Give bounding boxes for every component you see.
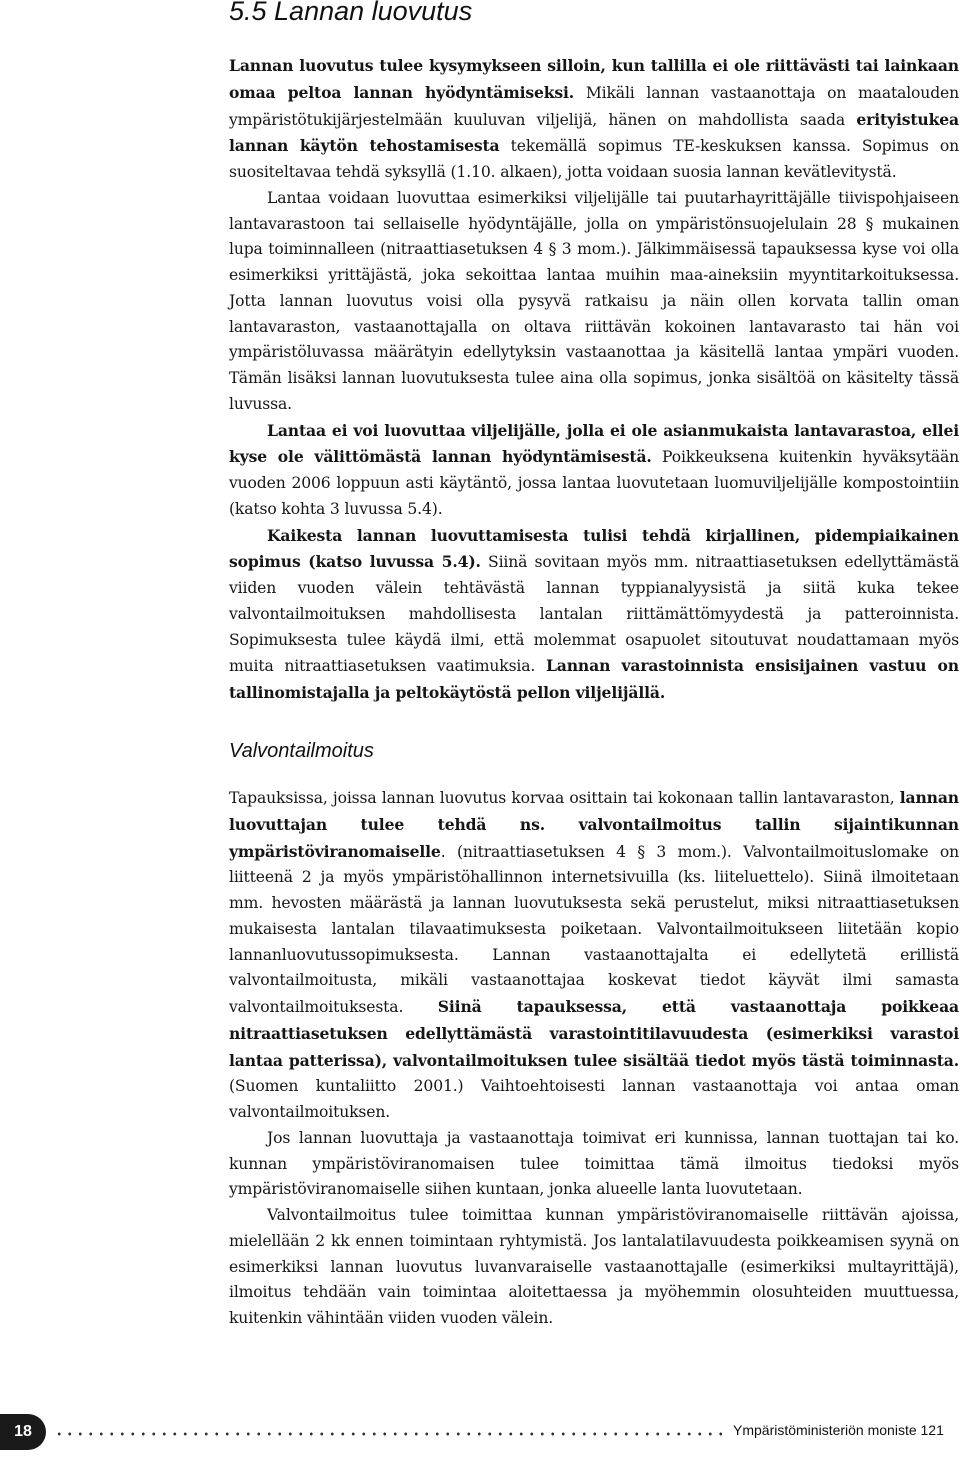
footer-dotted-rule [54,1432,724,1436]
bold-text-run: Kaikesta lannan luovuttamisesta tulisi tehdä kirjallinen, pidempiaikainen sopimus (katso luvussa 5.4). [229,525,959,572]
text-run: Poikkeuksena kuitenkin hyväksytään vuoden 2006 loppuun asti käytäntö, jossa lantaa luovutetaan luomuviljelijälle kompostointiin (katso kohta 3 luvussa 5.4). [229,448,960,518]
publication-name: Ympäristöministeriön moniste 121 [733,1422,944,1438]
bold-text-run: Siinä tapauksessa, että vastaanottaja poikkeaa nitraattiasetuksen edellyttämästä varastointitilavuudesta (esimerkiksi varastoi lantaa patterissa), valvontailmoituksen tulee sisältää tiedot myös tästä toiminnasta. [229,997,959,1070]
text-run: Jos lannan luovuttaja ja vastaanottaja toimivat eri kunnissa, lannan tuottajan tai ko. kunnan ympäristöviranomaisen tulee toimittaa tämä ilmoitus tiedoksi myös ympäristöviranomaiselle siihen kuntaan, jonka alueelle lanta luovutetaan. [229,1128,959,1199]
paragraph [229,186,959,418]
valvontailmoitus-section [229,785,959,1332]
sub-heading: Valvontailmoitus [229,740,374,762]
bold-text-run: Lannan luovutus tulee kysymykseen silloin, kun tallilla ei ole riittävästi tai lainkaan omaa peltoa lannan hyödyntämiseksi. [229,56,959,102]
paragraph [229,785,959,1126]
bold-text-run: erityistukea lannan käytön tehostamisesta [229,109,959,156]
lannan-luovutus-section [229,53,959,707]
paragraph [229,1203,959,1332]
bold-text-run: lannan luovuttajan tulee tehdä ns. valvontailmoitus tallin sijaintikunnan ympäristöviranomaiselle [229,788,959,861]
text-run: (Suomen kuntaliitto 2001.) Vaihtoehtoisesti lannan vastaanottaja voi antaa oman valvontailmoituksen. [229,1077,959,1121]
paragraph [229,53,959,186]
paragraph [229,523,959,707]
text-run: . (nitraattiasetuksen 4 § 3 mom.). Valvontailmoituslomake on liitteenä 2 ja myös ympäristöhallinnon internetsivuilla (ks. liiteluettelo). Siinä ilmoitetaan mm. hevosten määrästä ja lannan luovutuksesta sekä perustelut, miksi nitraattiasetuksen mukaisesta lantalan tilavaatimuksesta poiketaan. Valvontailmoitukseen liitetään kopio lannanluovutussopimuksesta. Lannan vastaanottajalta ei edellytetä erillistä valvontailmoitusta, mikäli vastaanottajaa koskevat tiedot käyvät ilmi samasta valvontailmoituksesta. [229,842,959,1016]
bold-text-run: Lannan varastoinnista ensisijainen vastuu on tallinomistajalla ja peltokäytöstä pellon viljelijällä. [229,656,959,702]
text-run: Lantaa voidaan luovuttaa esimerkiksi viljelijälle tai puutarhayrittäjälle tiivispohjaiseen lantavarastoon tai sellaiselle hyödyntäjälle, jolla on ympäristönsuojelulain 28 § mukainen lupa toiminnalleen (nitraattiasetuksen 4 § 3 mom.). Jälkimmäisessä tapauksessa kyse voi olla esimerkiksi yrittäjästä, joka sekoittaa lantaa muihin maa-aineksiin myyntitarkoituksessa. Jotta lannan luovutus voisi olla pysyvä ratkaisu ja näin ollen korvata tallin oman lantavaraston, vastaanottajalla on oltava riittävän kokoinen lantavarasto tai hän voi ympäristöluvassa määrätyin edellytyksin vastaanottaa ja käsitellä lantaa ympäri vuoden. Tämän lisäksi lannan luovutuksesta tulee aina olla sopimus, jonka sisältöä on käsitelty tässä luvussa. [229,188,959,413]
paragraph [229,418,959,523]
section-heading: 5.5 Lannan luovutus [229,0,473,26]
text-run: Siinä sovitaan myös mm. nitraattiasetuksen edellyttämästä viiden vuoden välein tehtävästä lannan typpianalyysistä ja siitä kuka tekee valvontailmoituksen mahdollisesta lantalan riittämättömyydestä ja patteroinnista. Sopimuksesta tulee käydä ilmi, että molemmat osapuolet sitoutuvat noudattamaan myös muita nitraattiasetuksen vaatimuksia. [229,553,960,676]
paragraph [229,1126,959,1203]
text-run: Valvontailmoitus tulee toimittaa kunnan ympäristöviranomaiselle riittävän ajoissa, mielellään 2 kk ennen toimintaan ryhtymistä. Jos lantalatilavuudesta poikkeamisen syynä on esimerkiksi lannan luovutus luvanvaraiselle vastaanottajalle (esimerkiksi multayrittäjä), ilmoitus tehdään vain toimintaa aloitettaessa ja myöhemmin olosuhteiden muuttuessa, kuitenkin vähintään viiden vuoden välein. [229,1206,959,1327]
text-run: tekemällä sopimus TE-keskuksen kanssa. Sopimus on suositeltavaa tehdä syksyllä (1.10. alkaen), jotta voidaan suosia lannan kevätlevitystä. [229,137,959,181]
text-run: Tapauksissa, joissa lannan luovutus korvaa osittain tai kokonaan tallin lantavaraston, [229,789,900,807]
page-number: 18 [14,1423,32,1440]
bold-text-run: Lantaa ei voi luovuttaa viljelijälle, jolla ei ole asianmukaista lantavarastoa, ellei kyse ole välittömästä lannan hyödyntämisestä. [229,420,959,467]
text-run: Mikäli lannan vastaanottaja on maatalouden ympäristötukijärjestelmään kuuluvan viljelijä, hänen on mahdollista saada [229,83,959,129]
page-number-badge [0,1414,46,1450]
